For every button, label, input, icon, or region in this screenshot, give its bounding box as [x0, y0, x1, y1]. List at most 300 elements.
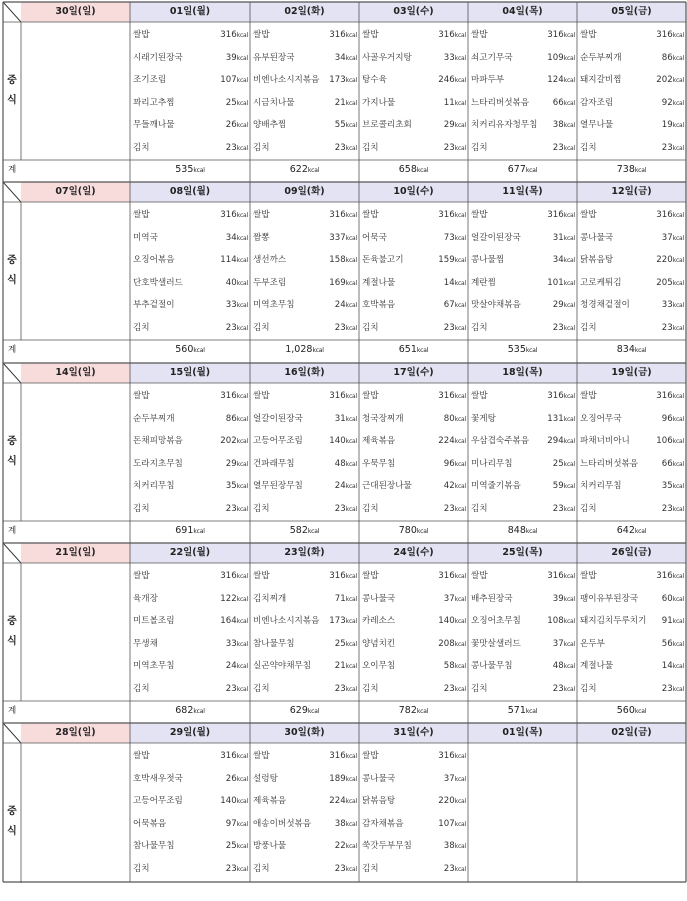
menu-item — [130, 684, 250, 696]
kcal-unit: kcal — [454, 122, 466, 130]
dish-name: 꽃게탕 — [471, 413, 496, 424]
menu-item — [468, 594, 577, 606]
menu-item — [359, 684, 468, 696]
total-kcal-value: 651 — [398, 344, 417, 355]
kcal-value: 34 — [225, 232, 237, 243]
dish-kcal — [553, 504, 575, 515]
kcal-value: 316 — [329, 30, 346, 40]
dish-name: 김치 — [471, 323, 488, 333]
menu-item — [468, 616, 577, 628]
kcal-unit: kcal — [454, 775, 466, 783]
dish-name: 쌀밥 — [253, 751, 270, 761]
dish-name: 두부조림 — [253, 277, 287, 288]
dish-kcal — [220, 391, 248, 402]
day-header: 04일(목) — [468, 2, 577, 22]
dish-kcal — [547, 616, 575, 627]
menu-item — [130, 751, 250, 763]
dish-kcal — [662, 459, 684, 470]
kcal-value: 96 — [661, 413, 673, 424]
total-kcal-unit: kcal — [634, 347, 647, 354]
dish-kcal — [662, 594, 684, 605]
day-header: 01일(월) — [130, 2, 250, 22]
dish-name: 쌀밥 — [471, 571, 488, 581]
menu-item — [468, 300, 577, 312]
kcal-value: 37 — [443, 773, 455, 784]
kcal-value: 24 — [225, 661, 237, 672]
day-menu — [577, 383, 686, 521]
menu-item — [250, 233, 359, 245]
menu-item — [250, 616, 359, 628]
kcal-unit: kcal — [236, 257, 248, 265]
sunday-header: 28일(일) — [21, 723, 130, 743]
dish-kcal — [220, 436, 248, 447]
menu-item — [577, 684, 686, 696]
kcal-value: 42 — [443, 481, 455, 492]
dish-name: 생선까스 — [253, 255, 287, 266]
kcal-unit: kcal — [236, 460, 248, 468]
dish-kcal — [553, 143, 575, 154]
menu-item — [577, 323, 686, 335]
kcal-unit: kcal — [672, 483, 684, 491]
kcal-unit: kcal — [236, 843, 248, 851]
kcal-unit: kcal — [563, 212, 575, 219]
kcal-value: 246 — [438, 75, 455, 86]
lunch-label-cell — [3, 563, 21, 701]
kcal-unit: kcal — [345, 798, 357, 806]
menu-item — [577, 414, 686, 426]
menu-item — [250, 120, 359, 132]
dish-kcal — [444, 414, 466, 425]
dish-name: 감자조림 — [580, 97, 614, 108]
kcal-unit: kcal — [563, 686, 575, 693]
kcal-unit: kcal — [563, 32, 575, 39]
kcal-unit: kcal — [454, 393, 466, 400]
kcal-unit: kcal — [672, 415, 684, 423]
kcal-value: 316 — [220, 30, 237, 40]
dish-kcal — [329, 75, 357, 86]
kcal-value: 316 — [547, 571, 564, 581]
dish-name: 카레소스 — [362, 616, 396, 627]
kcal-unit: kcal — [345, 640, 357, 648]
dish-name: 쌀밥 — [362, 751, 379, 761]
lunch-label-cell — [3, 383, 21, 521]
kcal-value: 91 — [661, 616, 673, 627]
dish-name: 김치 — [471, 504, 488, 514]
menu-item — [468, 571, 577, 583]
kcal-unit: kcal — [236, 302, 248, 310]
menu-item — [250, 414, 359, 426]
kcal-unit: kcal — [454, 234, 466, 242]
dish-kcal — [444, 300, 466, 311]
kcal-unit: kcal — [236, 54, 248, 62]
kcal-unit: kcal — [563, 257, 575, 265]
kcal-unit: kcal — [454, 302, 466, 310]
dish-name: 무들깨나물 — [133, 120, 175, 131]
dish-kcal — [553, 120, 575, 131]
dish-name: 브로콜리초회 — [362, 120, 412, 131]
kcal-value: 14 — [443, 277, 455, 288]
kcal-unit: kcal — [672, 506, 684, 513]
kcal-value: 73 — [443, 232, 455, 243]
kcal-value: 35 — [225, 481, 237, 492]
kcal-unit: kcal — [563, 234, 575, 242]
dish-kcal — [329, 391, 357, 402]
day-menu — [468, 743, 577, 901]
menu-item — [577, 661, 686, 673]
dish-kcal — [335, 300, 357, 311]
dish-name: 꽈리고추찜 — [133, 97, 175, 108]
dish-kcal — [335, 143, 357, 154]
dish-kcal — [438, 616, 466, 627]
day-header: 17일(수) — [359, 363, 468, 383]
daily-total — [130, 521, 250, 541]
dish-kcal — [438, 75, 466, 86]
menu-item — [130, 233, 250, 245]
kcal-value: 23 — [225, 143, 237, 153]
dish-name: 김치 — [133, 504, 150, 514]
dish-name: 김치 — [253, 684, 270, 694]
dish-kcal — [444, 864, 466, 875]
daily-total — [359, 340, 468, 360]
menu-item — [250, 53, 359, 65]
menu-item — [250, 819, 359, 831]
total-kcal-value: 535 — [507, 344, 526, 355]
sunday-body — [21, 22, 130, 160]
menu-item — [250, 661, 359, 673]
menu-item — [359, 53, 468, 65]
kcal-value: 23 — [334, 504, 346, 514]
day-menu — [130, 22, 250, 160]
kcal-unit: kcal — [236, 279, 248, 287]
menu-item — [250, 571, 359, 583]
day-menu — [359, 743, 468, 901]
daily-total — [130, 701, 250, 721]
kcal-unit: kcal — [345, 212, 357, 219]
kcal-value: 316 — [438, 210, 455, 220]
total-empty — [21, 160, 130, 180]
dish-kcal — [553, 639, 575, 650]
dish-name: 고로케튀김 — [580, 277, 622, 288]
menu-item — [130, 75, 250, 87]
kcal-unit: kcal — [563, 618, 575, 626]
dish-name: 쌀밥 — [362, 571, 379, 581]
kcal-value: 316 — [438, 30, 455, 40]
menu-item — [359, 459, 468, 471]
menu-item — [130, 774, 250, 786]
kcal-unit: kcal — [236, 393, 248, 400]
menu-item — [359, 774, 468, 786]
dish-name: 쌀밥 — [253, 391, 270, 401]
day-menu — [577, 22, 686, 160]
dish-name: 맛살야채볶음 — [471, 300, 521, 311]
kcal-unit: kcal — [563, 438, 575, 446]
kcal-value: 23 — [225, 323, 237, 333]
menu-item — [250, 391, 359, 403]
menu-item — [250, 143, 359, 155]
total-kcal-value: 571 — [507, 705, 526, 716]
day-header: 03일(수) — [359, 2, 468, 22]
dish-name: 가지나물 — [362, 97, 396, 108]
kcal-unit: kcal — [236, 753, 248, 760]
kcal-value: 48 — [334, 458, 346, 469]
kcal-value: 316 — [329, 751, 346, 761]
menu-item — [577, 300, 686, 312]
kcal-unit: kcal — [454, 843, 466, 851]
kcal-unit: kcal — [345, 438, 357, 446]
corner-diagonal — [3, 182, 21, 202]
dish-kcal — [662, 481, 684, 492]
day-menu — [130, 743, 250, 901]
kcal-value: 25 — [225, 841, 237, 852]
dish-kcal — [662, 504, 684, 515]
menu-item — [250, 751, 359, 763]
dish-kcal — [662, 616, 684, 627]
total-kcal-value: 642 — [616, 525, 635, 536]
dish-kcal — [226, 481, 248, 492]
kcal-value: 131 — [547, 413, 564, 424]
kcal-value: 220 — [656, 255, 673, 266]
dish-name: 김치 — [471, 684, 488, 694]
dish-kcal — [329, 210, 357, 221]
dish-kcal — [662, 684, 684, 695]
kcal-value: 67 — [443, 300, 455, 311]
menu-item — [577, 639, 686, 651]
dish-kcal — [335, 504, 357, 515]
kcal-value: 23 — [334, 684, 346, 694]
dish-name: 제육볶음 — [253, 796, 287, 807]
menu-item — [130, 661, 250, 673]
daily-total — [359, 160, 468, 180]
kcal-unit: kcal — [345, 820, 357, 828]
kcal-value: 316 — [220, 571, 237, 581]
kcal-value: 208 — [438, 638, 455, 649]
dish-kcal — [335, 120, 357, 131]
dish-name: 호박볶음 — [362, 300, 396, 311]
dish-kcal — [335, 53, 357, 64]
kcal-unit: kcal — [672, 54, 684, 62]
total-kcal-unit: kcal — [416, 528, 429, 535]
day-header: 08일(월) — [130, 182, 250, 202]
total-kcal-unit: kcal — [193, 347, 205, 354]
menu-item — [250, 841, 359, 853]
dish-name: 쌀밥 — [253, 571, 270, 581]
dish-name: 계절나물 — [580, 661, 614, 672]
kcal-value: 316 — [329, 210, 346, 220]
kcal-unit: kcal — [672, 325, 684, 332]
daily-total — [468, 340, 577, 360]
kcal-unit: kcal — [672, 234, 684, 242]
menu-item — [130, 819, 250, 831]
kcal-value: 316 — [656, 391, 673, 401]
dish-kcal — [438, 30, 466, 41]
menu-item — [359, 594, 468, 606]
total-kcal-unit: kcal — [416, 167, 429, 174]
kcal-value: 23 — [661, 143, 673, 153]
kcal-unit: kcal — [563, 122, 575, 130]
dish-name: 쌀밥 — [133, 751, 150, 761]
kcal-value: 39 — [225, 52, 237, 63]
kcal-unit: kcal — [236, 506, 248, 513]
dish-kcal — [444, 459, 466, 470]
dish-name: 쌀밥 — [580, 210, 597, 220]
dish-kcal — [547, 30, 575, 41]
dish-kcal — [553, 98, 575, 109]
daily-total — [577, 521, 686, 541]
dish-name: 김치 — [362, 143, 379, 153]
menu-item — [577, 143, 686, 155]
kcal-unit: kcal — [345, 77, 357, 85]
kcal-unit: kcal — [345, 325, 357, 332]
menu-item — [359, 30, 468, 42]
dish-kcal — [438, 639, 466, 650]
kcal-unit: kcal — [563, 460, 575, 468]
lunch-label: 중식 — [7, 436, 17, 467]
kcal-value: 159 — [438, 255, 455, 266]
kcal-value: 37 — [443, 593, 455, 604]
menu-item — [130, 323, 250, 335]
dish-name: 쌀밥 — [133, 571, 150, 581]
menu-item — [468, 481, 577, 493]
kcal-value: 38 — [443, 841, 455, 852]
kcal-unit: kcal — [454, 663, 466, 671]
kcal-value: 316 — [547, 210, 564, 220]
kcal-unit: kcal — [236, 640, 248, 648]
kcal-value: 316 — [656, 210, 673, 220]
kcal-value: 205 — [656, 277, 673, 288]
dish-kcal — [444, 594, 466, 605]
dish-name: 쌀밥 — [471, 391, 488, 401]
dish-name: 오징어초무침 — [471, 616, 521, 627]
kcal-value: 316 — [329, 571, 346, 581]
kcal-value: 23 — [225, 684, 237, 694]
menu-item — [577, 233, 686, 245]
kcal-value: 224 — [329, 796, 346, 807]
day-header: 18일(목) — [468, 363, 577, 383]
menu-item — [359, 616, 468, 628]
dish-name: 콩나물국 — [580, 232, 614, 243]
kcal-value: 11 — [443, 97, 455, 108]
kcal-value: 140 — [329, 436, 346, 447]
kcal-unit: kcal — [236, 325, 248, 332]
sunday-body — [21, 202, 130, 340]
kcal-unit: kcal — [563, 573, 575, 580]
total-label: 계 — [8, 165, 17, 175]
kcal-value: 316 — [329, 391, 346, 401]
menu-item — [250, 210, 359, 222]
menu-item — [359, 278, 468, 290]
menu-item — [250, 481, 359, 493]
dish-name: 돼지갈비찜 — [580, 75, 622, 86]
kcal-unit: kcal — [672, 618, 684, 626]
total-kcal-unit: kcal — [634, 167, 647, 174]
dish-name: 제육볶음 — [362, 436, 396, 447]
total-kcal-value: 629 — [289, 705, 308, 716]
dish-name: 열무나물 — [580, 120, 614, 131]
kcal-value: 58 — [443, 661, 455, 672]
dish-kcal — [335, 481, 357, 492]
dish-kcal — [226, 841, 248, 852]
menu-item — [468, 120, 577, 132]
dish-name: 우삼겹숙주볶음 — [471, 436, 530, 447]
kcal-value: 23 — [443, 504, 455, 514]
total-kcal-unit: kcal — [307, 528, 320, 535]
dish-name: 미나리무침 — [471, 458, 513, 469]
kcal-value: 39 — [552, 593, 564, 604]
kcal-unit: kcal — [563, 415, 575, 423]
dish-name: 미역국 — [133, 232, 158, 243]
dish-kcal — [547, 391, 575, 402]
dish-name: 김치 — [580, 143, 597, 153]
menu-item — [130, 414, 250, 426]
kcal-unit: kcal — [454, 257, 466, 265]
dish-name: 쌀밥 — [580, 571, 597, 581]
dish-name: 시금치나물 — [253, 97, 295, 108]
kcal-value: 316 — [220, 751, 237, 761]
day-menu — [359, 22, 468, 160]
kcal-unit: kcal — [563, 483, 575, 491]
dish-kcal — [553, 661, 575, 672]
total-kcal-unit: kcal — [634, 708, 647, 715]
total-kcal-unit: kcal — [193, 708, 205, 715]
dish-name: 쌀밥 — [362, 30, 379, 40]
kcal-unit: kcal — [672, 460, 684, 468]
kcal-unit: kcal — [345, 460, 357, 468]
kcal-value: 23 — [225, 504, 237, 514]
kcal-value: 316 — [656, 571, 673, 581]
menu-item — [577, 504, 686, 516]
dish-name: 어묵국 — [362, 232, 387, 243]
total-kcal-unit: kcal — [416, 347, 429, 354]
dish-name: 콩나물국 — [362, 593, 396, 604]
total-kcal-value: 782 — [398, 705, 417, 716]
menu-item — [250, 323, 359, 335]
kcal-value: 22 — [334, 841, 346, 852]
dish-kcal — [438, 796, 466, 807]
kcal-unit: kcal — [672, 686, 684, 693]
kcal-unit: kcal — [345, 618, 357, 626]
kcal-unit: kcal — [345, 775, 357, 783]
kcal-unit: kcal — [345, 302, 357, 310]
menu-item — [468, 30, 577, 42]
kcal-value: 86 — [661, 52, 673, 63]
menu-item — [359, 255, 468, 267]
menu-item — [577, 278, 686, 290]
dish-kcal — [329, 436, 357, 447]
dish-kcal — [444, 481, 466, 492]
dish-kcal — [226, 459, 248, 470]
dish-kcal — [656, 255, 684, 266]
menu-item — [359, 391, 468, 403]
kcal-value: 24 — [334, 481, 346, 492]
dish-kcal — [335, 323, 357, 334]
menu-item — [250, 459, 359, 471]
menu-item — [359, 98, 468, 110]
kcal-value: 316 — [547, 391, 564, 401]
kcal-value: 38 — [552, 120, 564, 131]
menu-item — [130, 391, 250, 403]
dish-name: 쌀밥 — [253, 210, 270, 220]
kcal-unit: kcal — [236, 415, 248, 423]
dish-name: 짬뽕 — [253, 232, 270, 243]
kcal-value: 86 — [225, 413, 237, 424]
dish-name: 김치 — [471, 143, 488, 153]
dish-name: 쑥갓두부무침 — [362, 841, 412, 852]
dish-name: 김치찌개 — [253, 593, 287, 604]
dish-name: 김치 — [253, 143, 270, 153]
kcal-value: 23 — [334, 143, 346, 153]
menu-item — [577, 594, 686, 606]
dish-kcal — [553, 300, 575, 311]
